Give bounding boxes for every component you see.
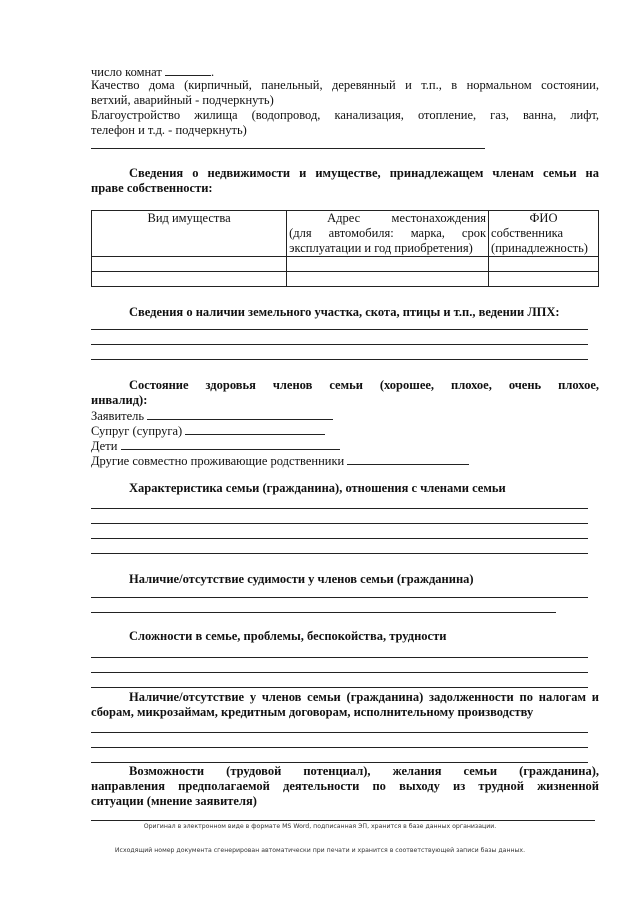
- family-char-answer-line[interactable]: [91, 538, 588, 539]
- spouse-label: Супруг (супруга): [91, 424, 183, 438]
- table-cell[interactable]: [287, 272, 489, 287]
- debts-answer-line[interactable]: [91, 762, 588, 763]
- health-heading-line1: Состояние здоровья членов семьи (хорошее, плохое, очень плохое,: [129, 378, 599, 392]
- table-header-row: [92, 211, 599, 257]
- land-answer-line[interactable]: [91, 359, 588, 360]
- difficulties-answer-line[interactable]: [91, 657, 588, 658]
- opportunities-heading-line2: направления предполагаемой деятельности по выходу из трудной жизненной: [91, 779, 599, 793]
- column-header-line: Адрес местонахождения: [327, 211, 487, 225]
- relatives-label: Другие совместно проживающие родственники: [91, 454, 345, 468]
- table-row: [92, 272, 599, 287]
- debts-heading-line1: Наличие/отсутствие у членов семьи (гражданина) задолженности по налогам и: [129, 690, 599, 704]
- column-header-address: [287, 211, 489, 257]
- column-header-line: ФИО: [529, 211, 558, 225]
- family-char-answer-line[interactable]: [91, 508, 588, 509]
- difficulties-heading: Сложности в семье, проблемы, беспокойства, трудности: [129, 629, 447, 643]
- land-answer-line[interactable]: [91, 329, 588, 330]
- children-label: Дети: [91, 439, 118, 453]
- footer-divider: [91, 820, 595, 821]
- difficulties-answer-line[interactable]: [91, 672, 588, 673]
- amenities-line1: Благоустройство жилища (водопровод, канализация, отопление, газ, ванна, лифт,: [91, 108, 599, 122]
- land-answer-line[interactable]: [91, 344, 588, 345]
- table-cell[interactable]: [489, 272, 599, 287]
- health-heading-line2: инвалид):: [91, 393, 148, 407]
- property-heading-line1: Сведения о недвижимости и имуществе, принадлежащем членам семьи на: [129, 166, 599, 180]
- house-quality-line1: Качество дома (кирпичный, панельный, деревянный и т.п., в нормальном состоянии,: [91, 78, 599, 92]
- property-table: [91, 210, 599, 287]
- difficulties-answer-line[interactable]: [91, 687, 588, 688]
- relatives-health-field[interactable]: [347, 452, 469, 465]
- housing-divider: [91, 148, 485, 149]
- column-header-owner: [489, 211, 599, 257]
- footer-original-note: Оригинал в электронном виде в формате MS Word, подписанная ЭП, хранится в базе данных организации.: [143, 823, 497, 830]
- opportunities-heading-line3: ситуации (мнение заявителя): [91, 794, 257, 808]
- table-cell[interactable]: [489, 257, 599, 272]
- criminal-heading: Наличие/отсутствие судимости у членов семьи (гражданина): [129, 572, 474, 586]
- column-header-line: эксплуатации и год приобретения): [289, 241, 473, 255]
- property-heading-line2: праве собственности:: [91, 181, 213, 195]
- spouse-health-field[interactable]: [185, 422, 325, 435]
- debts-answer-line[interactable]: [91, 747, 588, 748]
- house-quality-line2: ветхий, аварийный - подчеркнуть): [91, 93, 274, 107]
- family-char-heading: Характеристика семьи (гражданина), отношения с членами семьи: [129, 481, 506, 495]
- rooms-count-label: число комнат: [91, 65, 162, 79]
- column-header-line: собственника: [491, 226, 564, 240]
- debts-heading-line2: сборам, микрозаймам, кредитным договорам, исполнительному производству: [91, 705, 534, 719]
- debts-answer-line[interactable]: [91, 732, 588, 733]
- opportunities-heading-line1: Возможности (трудовой потенциал), желания семьи (гражданина),: [129, 764, 599, 778]
- criminal-answer-line[interactable]: [91, 597, 588, 598]
- family-char-answer-line[interactable]: [91, 523, 588, 524]
- amenities-line2: телефон и т.д. - подчеркнуть): [91, 123, 247, 137]
- criminal-answer-line[interactable]: [91, 612, 556, 613]
- family-char-answer-line[interactable]: [91, 553, 588, 554]
- rooms-count-field[interactable]: [165, 63, 211, 76]
- relatives-row: [91, 452, 469, 469]
- children-health-field[interactable]: [121, 437, 340, 450]
- footer-outgoing-note: Исходящий номер документа сгенерирован автоматически при печати и хранится в соответствующей записи базы данных.: [114, 847, 526, 854]
- applicant-label: Заявитель: [91, 409, 145, 423]
- land-heading: Сведения о наличии земельного участка, скота, птицы и т.п., ведении ЛПХ:: [129, 305, 560, 319]
- column-header-line: (принадлежность): [491, 241, 588, 255]
- column-header-line: Вид имущества: [147, 211, 231, 225]
- table-row: [92, 257, 599, 272]
- table-cell[interactable]: [92, 257, 287, 272]
- column-header-property-type: [92, 211, 287, 257]
- column-header-line: (для автомобиля: марка, срок: [289, 226, 487, 240]
- table-cell[interactable]: [287, 257, 489, 272]
- rooms-count-row: число комнат .: [91, 65, 215, 79]
- applicant-health-field[interactable]: [147, 407, 333, 420]
- table-cell[interactable]: [92, 272, 287, 287]
